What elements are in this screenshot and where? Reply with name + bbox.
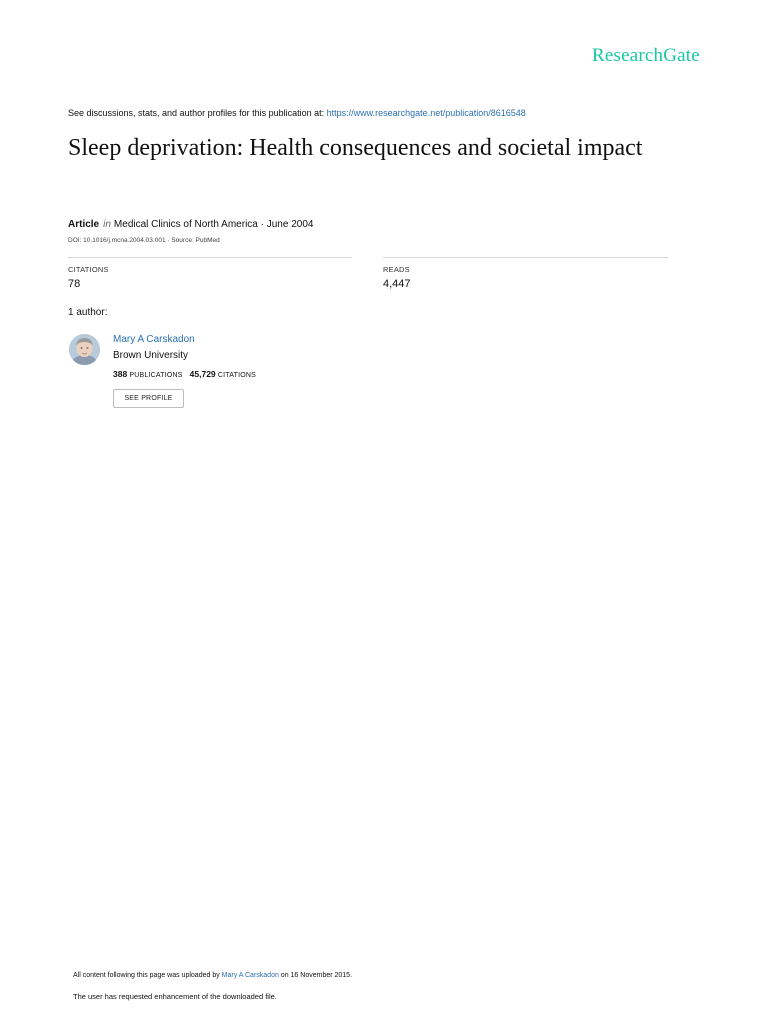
author-citations-count: 45,729: [189, 369, 216, 379]
author-stats: [113, 369, 256, 379]
researchgate-logo[interactable]: ResearchGate: [592, 45, 700, 66]
enhancement-note: The user has requested enhancement of the downloaded file.: [73, 992, 277, 1001]
author-publications-label: PUBLICATIONS: [129, 372, 183, 379]
see-profile-button[interactable]: SEE PROFILE: [113, 389, 184, 408]
upload-note-prefix: All content following this page was uploaded by: [73, 972, 222, 979]
citations-divider: [68, 257, 352, 258]
doi-source: DOI: 10.1016/j.mcna.2004.03.001 · Source: PubMed: [68, 237, 220, 244]
citations-label: CITATIONS: [68, 265, 109, 274]
author-photo-icon: [69, 334, 100, 365]
reads-label: READS: [383, 265, 410, 274]
reads-divider: [383, 257, 668, 258]
authors-heading: 1 author:: [68, 307, 108, 318]
citations-count: 78: [68, 278, 81, 290]
upload-note-suffix: on 16 November 2015.: [278, 972, 353, 979]
author-publications-count: 388: [113, 369, 128, 379]
author-name-link[interactable]: Mary A Carskadon: [113, 334, 195, 345]
publication-meta: [68, 219, 313, 230]
in-word: in: [103, 219, 111, 230]
publication-link-line: [68, 108, 526, 118]
see-discussions-text: See discussions, stats, and author profiles for this publication at:: [68, 108, 327, 118]
uploader-link[interactable]: Mary A Carskadon: [221, 972, 279, 979]
author-avatar-icon[interactable]: [69, 334, 100, 365]
publication-title: Sleep deprivation: Health consequences and societal impact: [68, 135, 643, 161]
publication-type: Article: [68, 219, 100, 230]
upload-note: [73, 972, 352, 979]
reads-count: 4,447: [383, 278, 411, 290]
author-citations-label: CITATIONS: [217, 372, 256, 379]
author-institution: Brown University: [113, 350, 189, 361]
publication-url-link[interactable]: https://www.researchgate.net/publication/8616548: [326, 108, 526, 118]
journal-date[interactable]: Medical Clinics of North America · June 2004: [113, 219, 314, 230]
